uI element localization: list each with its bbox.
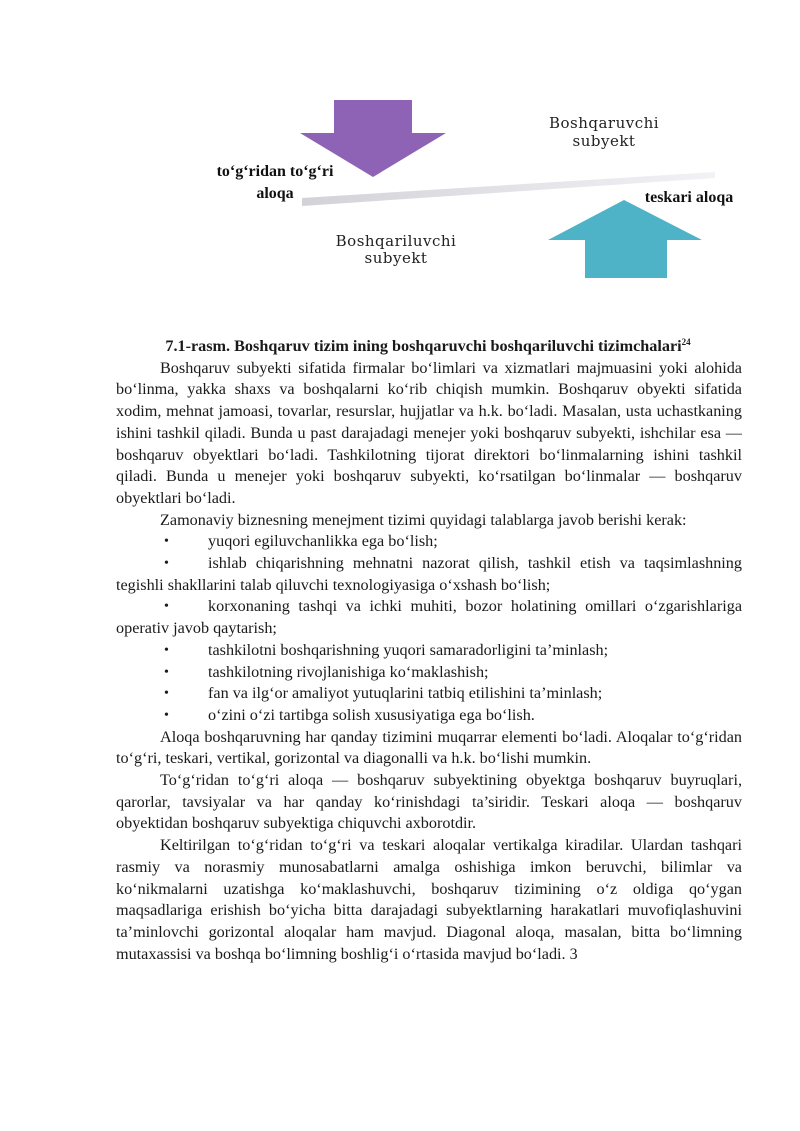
list-item-text: tashkilotning rivojlanishiga ko‘maklashish;	[208, 662, 489, 681]
bullet-icon: •	[164, 642, 169, 658]
list-item-text: o‘zini o‘zi tartibga solish xususiyatiga ega bo‘lish.	[208, 705, 535, 724]
bullet-icon: •	[164, 556, 169, 572]
requirements-list	[116, 531, 742, 726]
list-item-text: korxonaning tashqi va ichki muhiti, bozor holatining omillari o‘zgarishlariga operativ javob qaytarish;	[116, 597, 742, 638]
direct-link-label-line1: to‘g‘ridan to‘g‘ri	[216, 163, 334, 180]
controlling-subject-line2: subyekt	[572, 132, 636, 150]
caption-text: 7.1-rasm. Boshqaruv tizim ining boshqaruvchi boshqariluvchi tizimchalari	[165, 337, 682, 355]
bullet-icon: •	[164, 686, 169, 702]
list-item-text: ishlab chiqarishning mehnatni nazorat qilish, tashkil etish va taqsimlashning tegishli shakllarini talab qiluvchi texnologiyasiga o‘xshash bo‘lish;	[116, 554, 742, 594]
page-number: 3	[569, 945, 578, 963]
controlling-subject-line1: Boshqaruvchi	[548, 114, 660, 132]
bullet-icon: •	[164, 534, 169, 550]
document-body	[116, 336, 742, 965]
list-item-text: fan va ilg‘or amaliyot yutuqlarini tatbiq etilishini ta’minlash;	[208, 684, 603, 703]
up-arrow-icon	[548, 200, 702, 278]
list-item	[116, 705, 742, 727]
list-item	[116, 662, 742, 684]
list-item	[116, 531, 742, 553]
paragraph-3: Aloqa boshqaruvning har qanday tizimini muqarrar elementi bo‘ladi. Aloqalar to‘g‘ridan to‘g‘ri, teskari, vertikal, gorizontal va diagonalli va h.k. bo‘lishi mumkin.	[116, 727, 742, 768]
feedback-label: teskari aloqa	[644, 189, 734, 206]
footnote-marker: 24	[681, 337, 691, 347]
list-item-text: tashkilotni boshqarishning yuqori samaradorligini ta’minlash;	[208, 640, 609, 659]
list-item-text: yuqori egiluvchanlikka ega bo‘lish;	[208, 532, 438, 551]
bullet-icon: •	[164, 707, 169, 723]
paragraph-4: To‘g‘ridan to‘g‘ri aloqa — boshqaruv subyektining obyektga boshqaruv buyruqlari, qarorlar, tavsiyalar va har qanday ko‘rinishdagi ta’siridir. Teskari aloqa — boshqaruv obyektidan boshqaruv subyektiga chiquvchi axborotdir.	[116, 771, 742, 833]
controlled-subject-line2: subyekt	[364, 249, 428, 267]
paragraph-5-text: Keltirilgan to‘g‘ridan to‘g‘ri va teskari aloqalar vertikalga kiradilar. Ulardan tashqari rasmiy va norasmiy munosabatlarni amalga oshishiga imkon beruvchi, bilimlar va ko‘nikmalarni uzatishga ko‘maklashuvchi, boshqaruv tizimining o‘z oldiga qo‘ygan maqsadlariga erishish bo‘yicha bitta darajadagi subyektlarning harakatlari muvofiqlashuvini ta’minlovchi gorizontal aloqalar ham mavjud. Diagonal aloqa, masalan, bitta bo‘limning mutaxassisi va boshqa bo‘limning boshlig‘i o‘rtasida mavjud bo‘ladi.	[116, 836, 742, 963]
paragraph-1: Boshqaruv subyekti sifatida firmalar bo‘limlari va xizmatlari majmuasini yoki alohida bo‘linma, yakka shaxs va boshqalarni ko‘rib chiqish mumkin. Boshqaruv obyekti sifatida xodim, mehnat jamoasi, tovarlar, resurslar, hujjatlar va h.k. bo‘ladi. Masalan, usta uchastkaning ishini tashkil qiladi. Bunda u past darajadagi menejer yoki boshqaruv subyekti, ishchilar esa — boshqaruv obyektlari bo‘ladi. Tashkilotning tijorat direktori bo‘linmalarning ishini tashkil qiladi. Bunda u menejer yoki boshqaruv subyekti, ko‘rsatilgan bo‘linmalar — boshqaruv obyektlari bo‘ladi.	[116, 358, 742, 507]
list-item	[116, 553, 742, 596]
management-diagram	[0, 0, 800, 330]
controlled-subject-line1: Boshqariluvchi	[335, 232, 457, 250]
direct-link-label-line2: aloqa	[256, 185, 294, 202]
bullet-icon: •	[164, 599, 169, 615]
bullet-icon: •	[164, 664, 169, 680]
paragraph-2: Zamonaviy biznesning menejment tizimi quyidagi talablarga javob berishi kerak:	[160, 510, 687, 529]
figure-caption	[108, 336, 748, 358]
list-item	[116, 640, 742, 662]
list-item	[116, 596, 742, 639]
list-item	[116, 683, 742, 705]
paragraph-5	[116, 835, 742, 965]
